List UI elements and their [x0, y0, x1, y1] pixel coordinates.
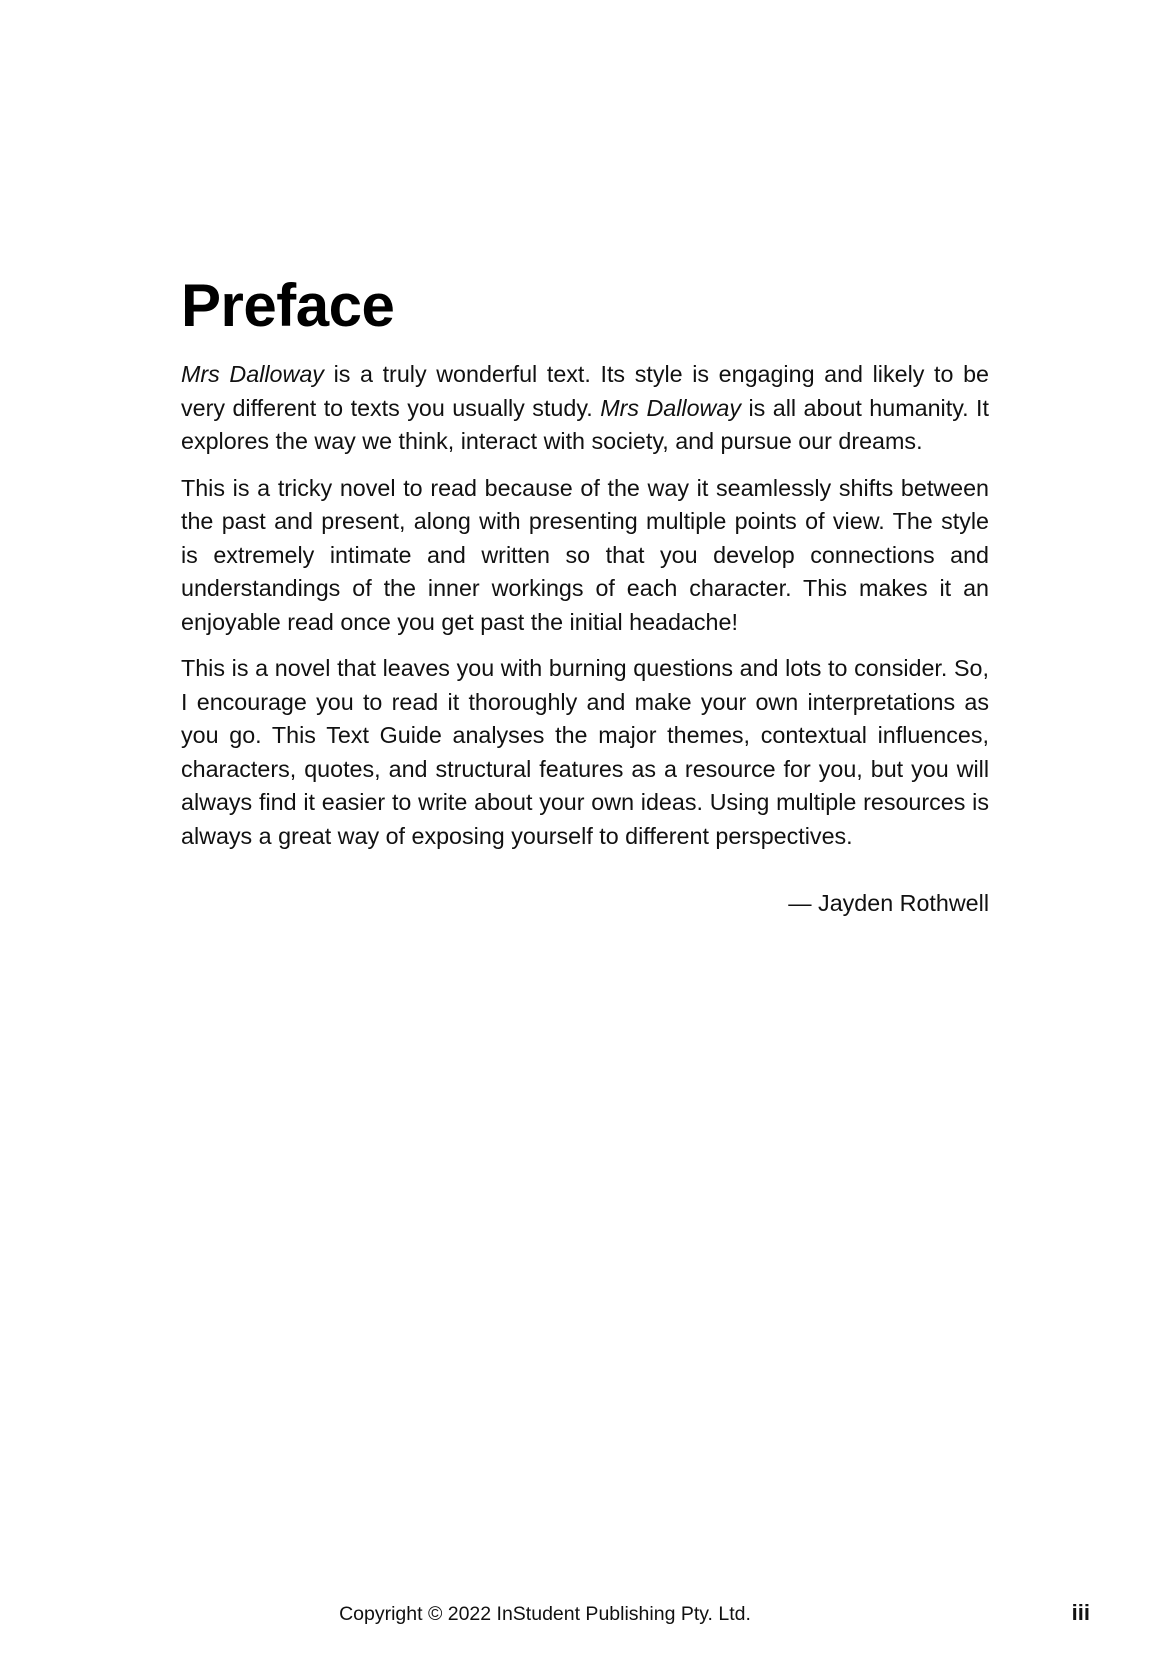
footer-copyright: Copyright © 2022 InStudent Publishing Pty. Ltd.	[339, 1603, 751, 1625]
page-number: iii	[1071, 1600, 1090, 1625]
paragraph-3: This is a novel that leaves you with burning questions and lots to consider. So, I encourage you to read it thoroughly and make your own interpretations as you go. This Text Guide analyses the major themes, contextual influences, characters, quotes, and structural features as a resource for you, but you will always find it easier to write about your own ideas. Using multiple resources is always a great way of exposing yourself to different perspectives.	[181, 655, 989, 849]
paragraph-2: This is a tricky novel to read because of the way it seamlessly shifts between the past and present, along with presenting multiple points of view. The style is extremely intimate and written so that you develop connections and understandings of the inner workings of each character. This makes it an enjoyable read once you get past the initial headache!	[181, 474, 989, 635]
paragraph-1-text-b: is all about humanity. It explores the way we think, interact with society, and pursue our dreams.	[181, 394, 989, 454]
page-title: Preface	[181, 272, 395, 339]
book-title-italic: Mrs Dalloway	[600, 394, 741, 421]
author-signature: — Jayden Rothwell	[788, 890, 989, 916]
paragraph-1	[181, 358, 989, 459]
paragraph-1-text-a: is a truly wonderful text. Its style is engaging and likely to be very different to texts you usually study.	[181, 361, 989, 421]
book-title-italic: Mrs Dalloway	[181, 361, 324, 387]
preface-content	[181, 272, 989, 921]
